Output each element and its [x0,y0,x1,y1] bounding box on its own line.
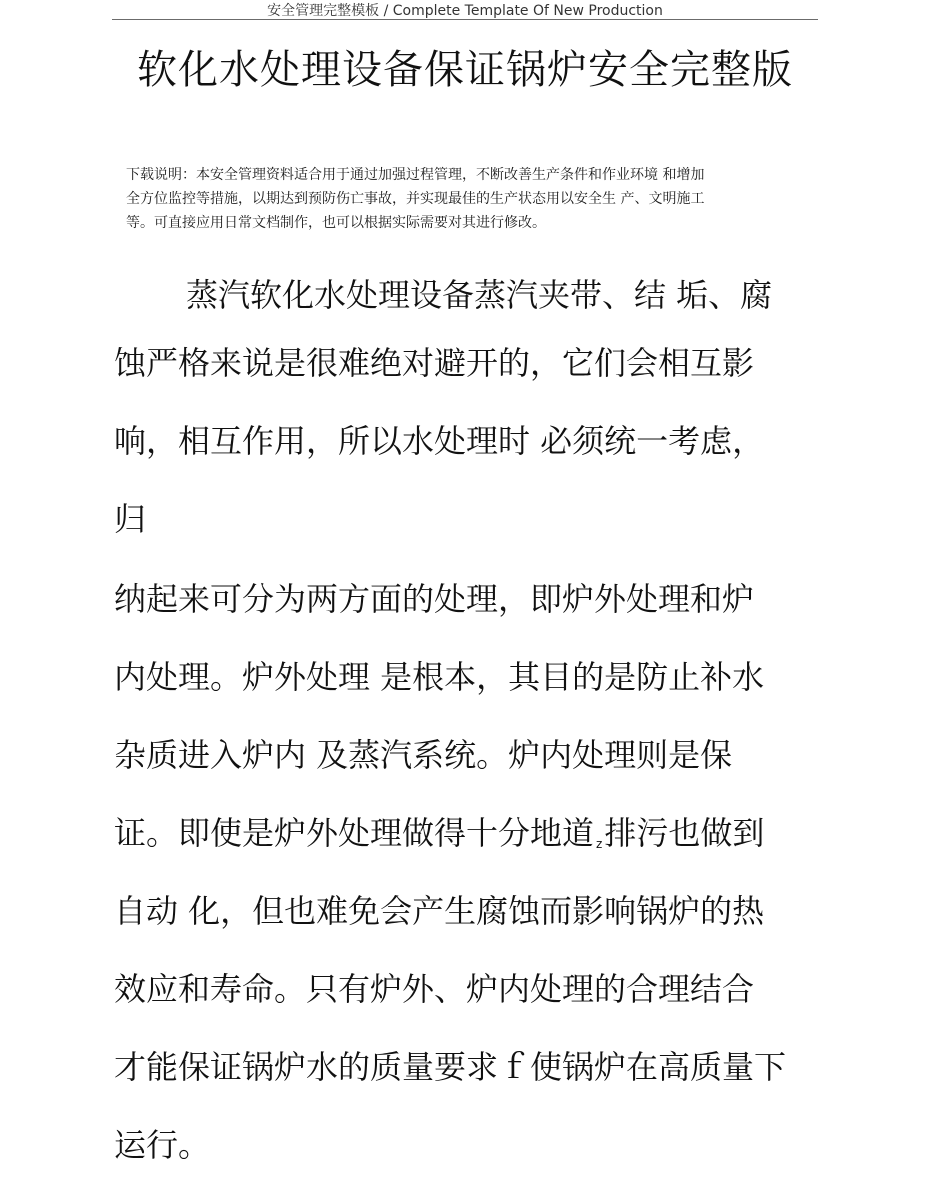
page-header [112,0,818,20]
body-line: 响，相互作用，所以水处理时 必须统一考虑， [114,422,765,460]
body-line: 效应和寿命。只有炉外、炉内处理的合理结合 [114,970,755,1008]
inline-marker: z [596,837,603,851]
note-line: 全方位监控等措施，以期达到预防伤亡事故，并实现最佳的生产状态用以安全生 产、文明施工 [126,191,705,207]
header-text: 安全管理完整模板 / Complete Template Of New Production [267,3,663,19]
body-line: 才能保证锅炉水的质量要求ｆ使锅炉在高质量下 [114,1048,787,1086]
body-line: 自动 化，但也难免会产生腐蚀而影响锅炉的热 [114,892,765,930]
body-line: 纳起来可分为两方面的处理，即炉外处理和炉 [114,580,755,618]
note-line: 等。可直接应用日常文档制作，也可以根据实际需要对其进行修改。 [126,215,546,231]
body-line: 内处理。炉外处理 是根本，其目的是防止补水 [114,658,765,696]
download-note [126,163,822,235]
body-line: 蒸汽软化水处理设备蒸汽夹带、结 垢、腐 [186,276,773,314]
document-title: 软化水处理设备保证锅炉安全完整版 [137,47,793,93]
body-line: 蚀严格来说是很难绝对避开的，它们会相互影 [114,344,755,382]
body-line-text: 证。即使是炉外处理做得十分地道 [114,814,595,852]
body-line: 杂质进入炉内 及蒸汽系统。炉内处理则是保 [114,736,733,774]
body-line: 运行。 [114,1126,211,1164]
body-line: 归 [114,500,147,538]
body-line [114,813,764,864]
body-line-tail: 排污也做到 [604,814,765,852]
note-line: 下载说明：本安全管理资料适合用于通过加强过程管理，不断改善生产条件和作业环境 和增加 [126,167,705,183]
